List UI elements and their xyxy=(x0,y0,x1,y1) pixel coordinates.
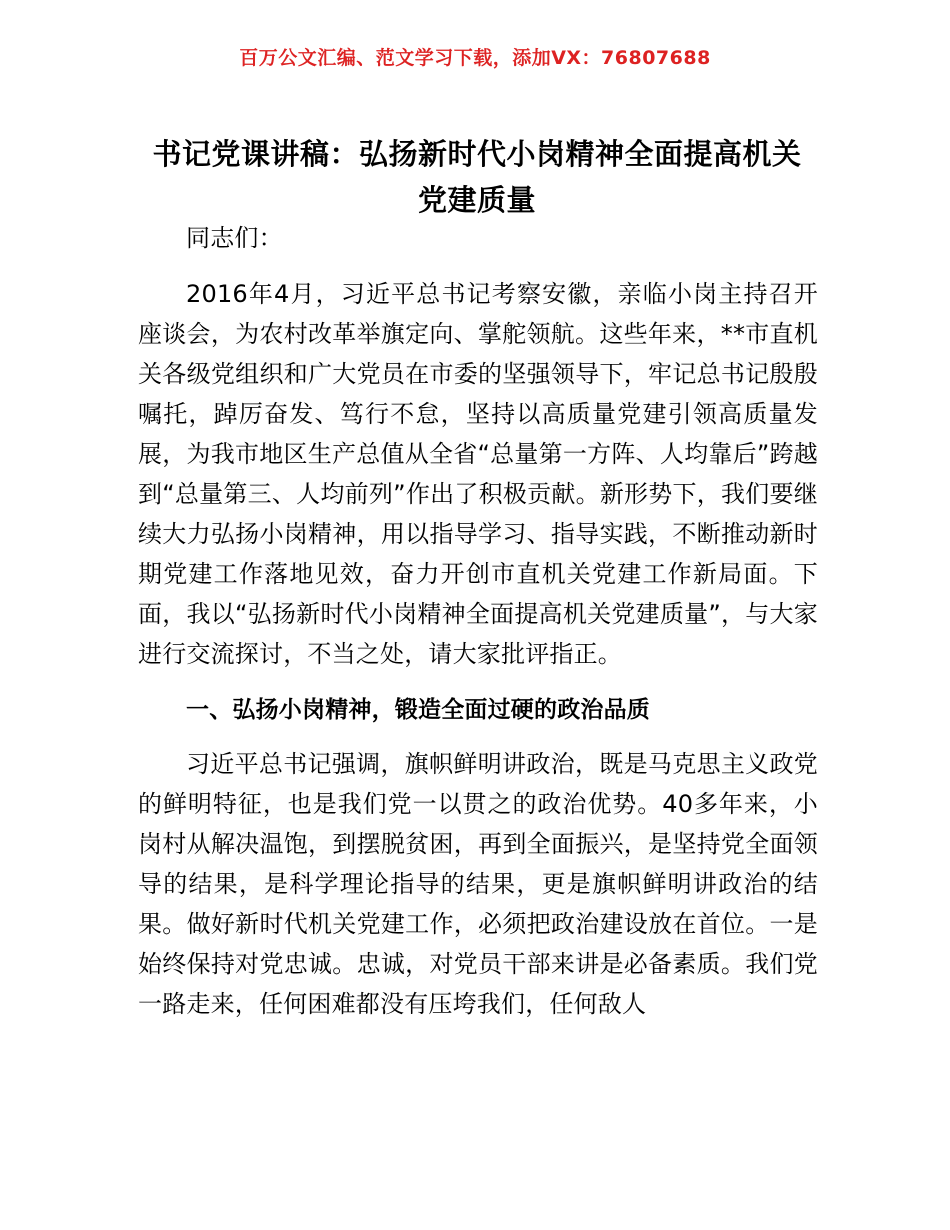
section-heading-one: 一、弘扬小岗精神，锻造全面过硬的政治品质 xyxy=(186,697,650,723)
paragraph-intro: 2016年4月，习近平总书记考察安徽，亲临小岗主持召开座谈会，为农村改革举旗定向、掌舵领航。这些年来，**市直机关各级党组织和广大党员在市委的坚强领导下，牢记总书记殷殷嘱托，踔厉奋发、笃行不怠，坚持以高质量党建引领高质量发展，为我市地区生产总值从全省“总量第一方阵、人均靠后”跨越到“总量第三、人均前列”作出了积极贡献。新形势下，我们要继续大力弘扬小岗精神，用以指导学习、指导实践，不断推动新时期党建工作落地见效，奋力开创市直机关党建工作新局面。下面，我以“弘扬新时代小岗精神全面提高机关党建质量”，与大家进行交流探讨，不当之处，请大家批评指正。 xyxy=(138,280,818,668)
promo-banner-text: 百万公文汇编、范文学习下载，添加VX：76807688 xyxy=(239,47,711,69)
salutation: 同志们： xyxy=(186,224,283,252)
document-body xyxy=(138,218,818,1024)
paragraph-section-one-body: 习近平总书记强调，旗帜鲜明讲政治，既是马克思主义政党的鲜明特征，也是我们党一以贯之的政治优势。40多年来，小岗村从解决温饱，到摆脱贫困，再到全面振兴，是坚持党全面领导的结果，是科学理论指导的结果，更是旗帜鲜明讲政治的结果。做好新时代机关党建工作，必须把政治建设放在首位。一是始终保持对党忠诚。忠诚，对党员干部来讲是必备素质。我们党一路走来，任何困难都没有压垮我们，任何敌人 xyxy=(138,750,818,1018)
document-title: 书记党课讲稿：弘扬新时代小岗精神全面提高机关党建质量 xyxy=(152,137,802,218)
